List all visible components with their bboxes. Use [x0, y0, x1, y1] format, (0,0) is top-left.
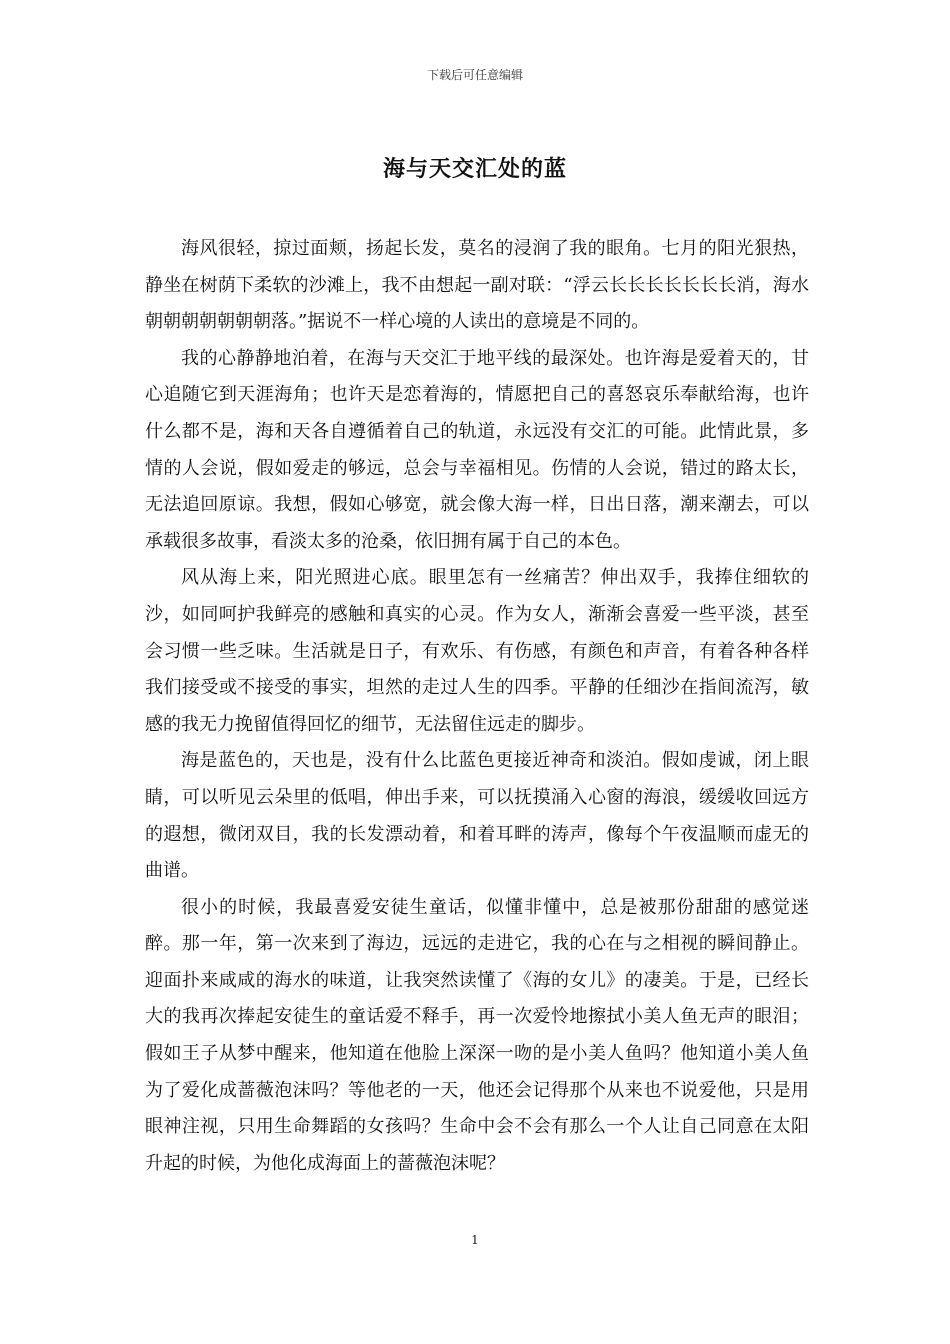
document-body — [145, 231, 809, 1182]
page-header: 下载后可任意编辑 — [426, 68, 523, 82]
page-number: 1 — [471, 1233, 479, 1247]
document-title: 海与天交汇处的蓝 — [382, 156, 567, 182]
paragraph-5: 很小的时候，我最喜爱安徒生童话，似懂非懂中，总是被那份甜甜的感觉迷醉。那一年，第一次来到了海边，远远的走进它，我的心在与之相视的瞬间静止。迎面扑来咸咸的海水的味道，让我突然读懂了《海的女儿》的凄美。于是，已经长大的我再次捧起安徒生的童话爱不释手，再一次爱怜地擦拭小美人鱼无声的眼泪；假如王子从梦中醒来，他知道在他脸上深深一吻的是小美人鱼吗？他知道小美人鱼为了爱化成蔷薇泡沫吗？等他老的一天，他还会记得那个从来也不说爱他，只是用眼神注视，只用生命舞蹈的女孩吗？生命中会不会有那么一个人让自己同意在太阳升起的时候，为他化成海面上的蔷薇泡沫呢？ — [145, 896, 809, 1174]
paragraph-3: 风从海上来，阳光照进心底。眼里怎有一丝痛苦？伸出双手，我捧住细软的沙，如同呵护我鲜亮的感触和真实的心灵。作为女人，渐渐会喜爱一些平淡，甚至会习惯一些乏味。生活就是日子，有欢乐、有伤感，有颜色和声音，有着各种各样我们接受或不接受的事实，坦然的走过人生的四季。平静的任细沙在指间流泻，敏感的我无力挽留值得回忆的细节，无法留住远走的脚步。 — [145, 567, 809, 735]
paragraph-2: 我的心静静地泊着，在海与天交汇于地平线的最深处。也许海是爱着天的，甘心追随它到天涯海角；也许天是恋着海的，情愿把自己的喜怒哀乐奉献给海，也许什么都不是，海和天各自遵循着自己的轨道，永远没有交汇的可能。此情此景，多情的人会说，假如爱走的够远，总会与幸福相见。伤情的人会说，错过的路太长，无法追回原谅。我想，假如心够宽，就会像大海一样，日出日落，潮来潮去，可以承载很多故事，看淡太多的沧桑，依旧拥有属于自己的本色。 — [145, 347, 809, 552]
paragraph-4: 海是蓝色的，天也是，没有什么比蓝色更接近神奇和淡泊。假如虔诚，闭上眼睛，可以听见云朵里的低唱，伸出手来，可以抚摸涌入心窗的海浪，缓缓收回远方的遐想，微闭双目，我的长发漂动着，和着耳畔的涛声，像每个午夜温顺而虚无的曲谱。 — [145, 750, 809, 882]
paragraph-1: 海风很轻，掠过面颊，扬起长发，莫名的浸润了我的眼角。七月的阳光狠热，静坐在树荫下柔软的沙滩上，我不由想起一副对联：“浮云长长长长长长长消，海水朝朝朝朝朝朝朝落。”据说不一样心境的人读出的意境是不同的。 — [145, 238, 809, 333]
